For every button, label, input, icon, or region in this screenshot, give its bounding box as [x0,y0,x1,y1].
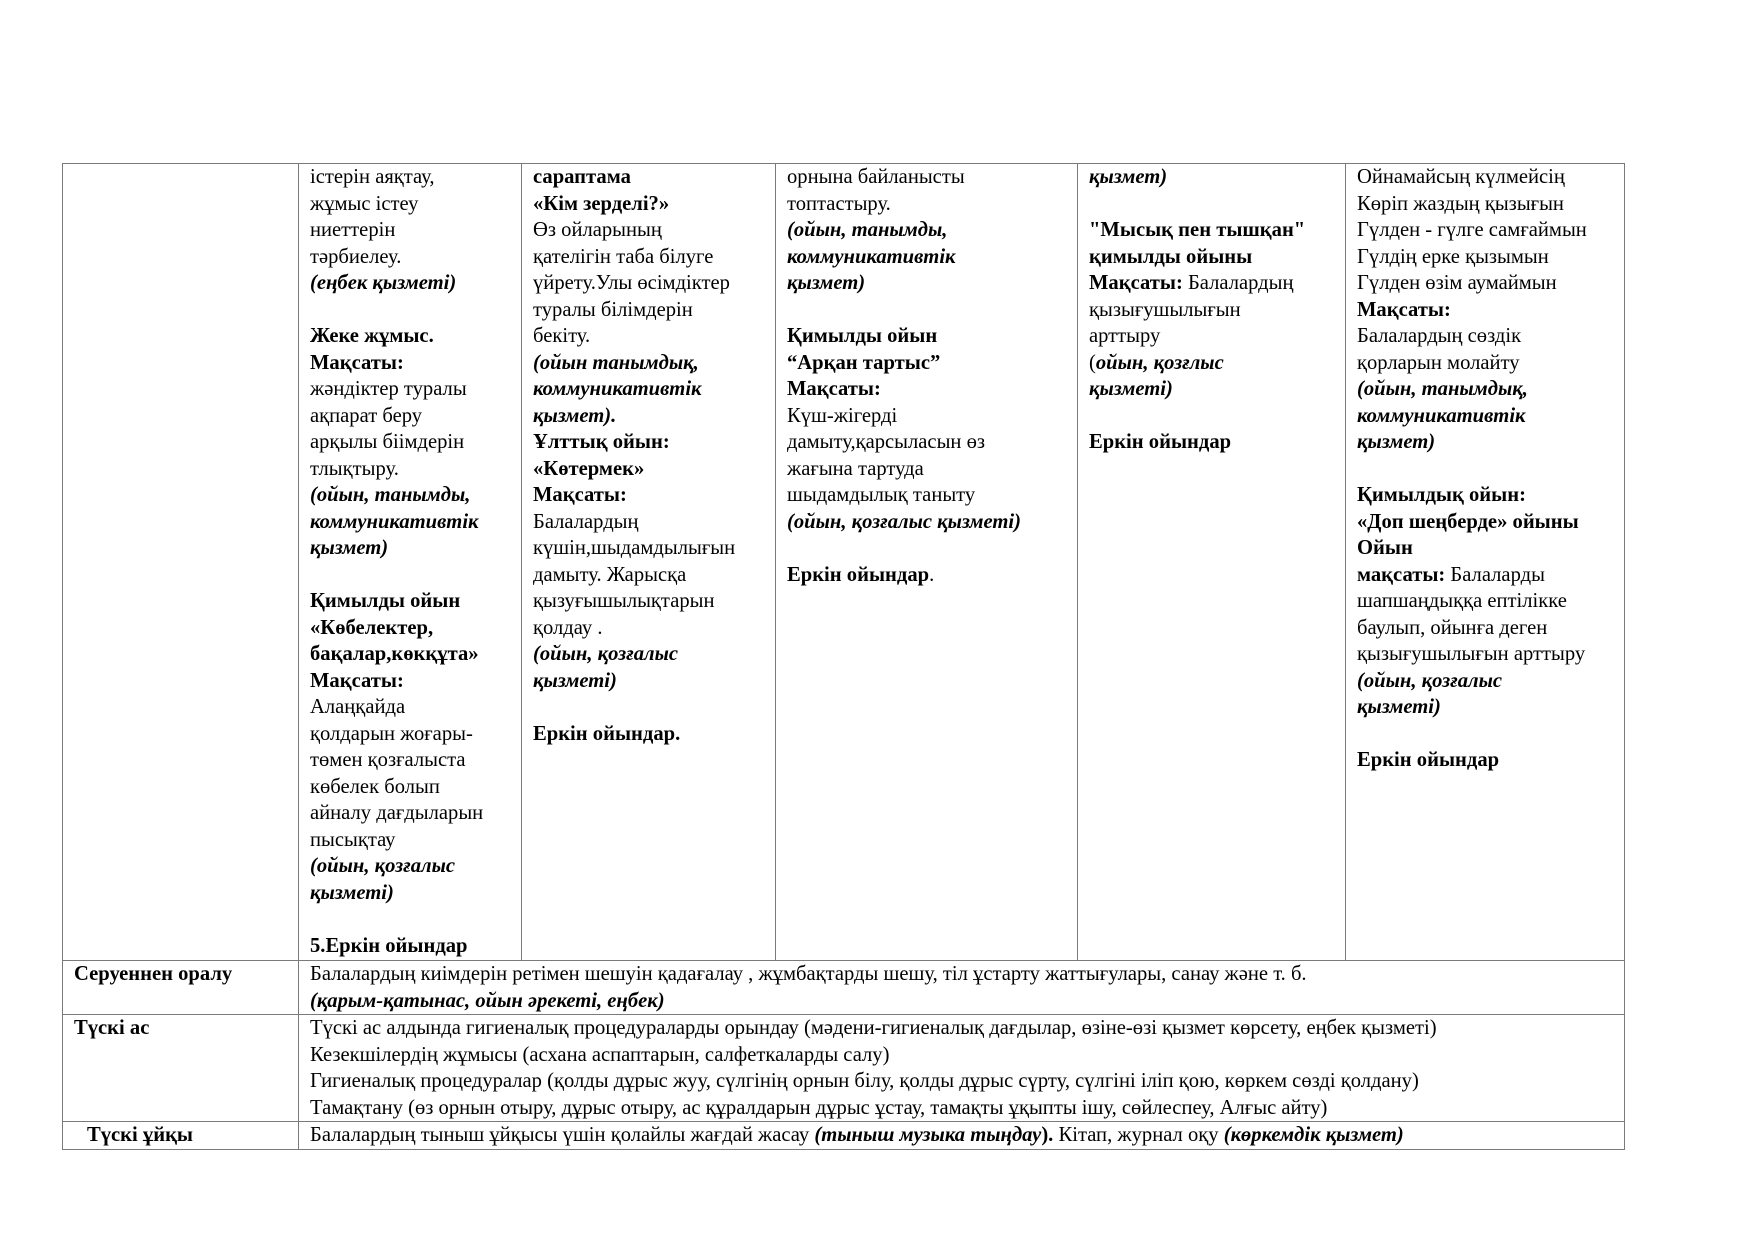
text-run: (ойын, танымды, коммуникативтік қызмет) [787,219,956,294]
text-run: (еңбек қызметі) [310,272,457,294]
row-content-lunch [299,1015,1625,1122]
blank-line [310,906,515,933]
empty-label-cell [63,164,299,961]
text-run: Еркін ойындар [787,563,930,586]
col4-text-block [787,323,1071,403]
text-run: ( [1089,351,1096,374]
day-cell-3 [776,164,1078,961]
activities-row [63,164,1625,961]
day-cell-2 [522,164,776,961]
col2-text-block [310,482,515,562]
text-run: Мақсаты: [1089,272,1183,294]
text-run: (ойын, қозғалыс қызметі) [1357,669,1503,718]
return-text: Балалардың киімдерін ретімен шешуін қадағалау , жұмбақтарды шешу, тіл ұстарту жаттығулары, санау және т. б. [310,963,1307,985]
text-run: Ойнамайсың күлмейсің Көріп жаздың қызығын Гүлден - гүлге самғаймын Гүлдің ерке қызымын Гүлден өзім аумаймын [1357,166,1587,294]
col6-text-block [1357,747,1618,774]
nap-text-1: Балалардың тыныш ұйқысы үшін қолайлы жағдай жасау [310,1124,815,1146]
text-run: Қимылды ойын “Арқан тартыс” Мақсаты: [787,325,941,400]
text-run: "Мысық пен тышқан" қимылды ойыны [1089,219,1306,268]
text-run: (ойын, қозғалыс қызметі) [310,855,456,904]
text-run: орнына байланысты топтастыру. [787,166,965,215]
col2-text-block [310,164,515,270]
text-run: Ұлттық ойын: «Көтермек» Мақсаты: [533,431,670,506]
text-run: істерін аяқтау, жұмыс істеу ниеттерін тәрбиелеу. [310,166,435,268]
day-cell-4 [1078,164,1346,961]
text-run: (ойын танымдық, коммуникативтік қызмет). [533,351,702,427]
col6-text-block [1357,588,1618,668]
text-run: қызмет) [1089,166,1168,188]
col5-text-block [1089,350,1339,403]
lunch-line-3: Гигиеналық процедуралар (қолды дұрыс жуу, сүлгінің орнын білу, қолды дұрыс сүрту, сүлгіні іліп қою, көркем сөзді қолдану) [310,1070,1419,1092]
text-run: (ойын, танымдық, коммуникативтік қызмет) [1357,378,1528,453]
text-run: Өз ойларының қателігін таба білуге үйрету.Улы өсімдіктер туралы білімдерін бекіту. [533,219,730,347]
col2-text-block [310,588,515,694]
col4-text-block [787,217,1071,297]
blank-line [787,297,1071,324]
col5-text-block [1089,297,1339,350]
col3-text-block [533,217,769,350]
row-label-return: Серуеннен оралу [63,961,299,1015]
text-run-tail: Балаларды [1445,563,1545,586]
blank-line [310,297,515,324]
col2-text-block [310,853,515,906]
col4-text-block [787,403,1071,509]
text-run: (ойын, танымды, коммуникативтік қызмет) [310,484,479,559]
text-run: 5.Еркін ойындар [310,934,468,957]
blank-line [310,562,515,589]
text-run-tail: ойын, қозғлыс қызметі) [1089,351,1224,400]
blank-line [1357,721,1618,748]
text-run: Күш-жігерді дамыту,қарсыласын өз жағына тартуда шыдамдылық таныту [787,404,986,506]
row-nap [63,1122,1625,1150]
text-run: Балалардың сөздік қорларын молайту [1357,325,1522,374]
text-run-tail: . [929,563,935,586]
text-run: Еркін ойындар. [533,722,681,745]
col6-text-block [1357,164,1618,297]
col5-text-block [1089,217,1339,270]
text-run: жәндіктер туралы ақпарат беру арқылы біімдерін тлықтыру. [310,378,467,480]
blank-line [1357,456,1618,483]
blank-line [787,535,1071,562]
col6-text-block [1357,668,1618,721]
nap-music: (тыныш музыка тыңдау [814,1124,1042,1146]
row-content-nap [299,1122,1625,1150]
row-content-return [299,961,1625,1015]
text-run: Еркін ойындар [1089,431,1232,453]
text-run: Мақсаты: [1357,298,1451,321]
row-label-lunch: Түскі ас [63,1015,299,1122]
col5-text-block [1089,429,1339,456]
col4-text-block [787,562,1071,589]
col2-text-block [310,270,515,297]
blank-line [533,694,769,721]
col4-text-block [787,164,1071,217]
nap-activity-type: (көркемдік қызмет) [1223,1124,1404,1146]
lunch-line-1: Түскі ас алдында гигиеналық процедураларды орындау (мәдени-гигиеналық дағдылар, өзіне-өзі қызмет көрсету, еңбек қызметі) [310,1017,1437,1039]
col3-text-block [533,350,769,430]
text-run: шапшаңдыққа ептілікке баулып, ойынға деген қызығушылығын арттыру [1357,590,1586,665]
text-run: Қимылды ойын «Көбелектер, бақалар,көкқұта» Мақсаты: [310,590,479,692]
day-cell-5 [1346,164,1625,961]
day-cell-1 [299,164,522,961]
col3-text-block [533,164,769,217]
blank-line [1089,403,1339,430]
text-run: (ойын, қозғалыс қызметі) [533,643,679,692]
text-run: (ойын, қозғалыс қызметі) [787,510,1021,533]
col2-text-block [310,933,515,960]
row-return-from-walk [63,961,1625,1015]
blank-line [1089,191,1339,218]
text-run: Қимылдық ойын: «Доп шеңберде» ойыны Ойын [1357,484,1579,559]
col6-text-block [1357,376,1618,456]
col6-text-block [1357,562,1618,589]
text-run-tail: Балалардың [1182,272,1294,294]
text-run: мақсаты: [1357,563,1446,586]
col6-text-block [1357,482,1618,562]
col5-text-block [1089,164,1339,191]
text-run: Еркін ойындар [1357,749,1500,771]
text-run: сараптама «Кім зерделі?» [533,166,670,215]
col4-text-block [787,509,1071,536]
return-activity-type: (қарым-қатынас, ойын әрекеті, еңбек) [310,989,665,1012]
col5-text-block [1089,270,1339,297]
row-lunch [63,1015,1625,1122]
lunch-line-2: Кезекшілердің жұмысы (асхана аспаптарын, салфеткаларды салу) [310,1043,890,1066]
col6-text-block [1357,297,1618,324]
row-label-nap: Түскі ұйқы [63,1122,299,1150]
col6-text-block [1357,323,1618,376]
col2-text-block [310,376,515,482]
col3-text-block [533,429,769,509]
col2-text-block [310,323,515,376]
plan-table [62,163,1625,1150]
col3-text-block [533,509,769,642]
col3-text-block [533,721,769,748]
text-run: Жеке жұмыс. Мақсаты: [310,325,434,374]
col2-text-block [310,694,515,853]
lunch-line-4: Тамақтану (өз орнын отыру, дұрыс отыру, ас құралдарын дұрыс ұстау, тамақты ұқыпты ішу, сөйлеспеу, Алғыс айту) [310,1096,1328,1119]
text-run: Балалардың күшін,шыдамдылығын дамыту. Жарысқа қызуғышылықтарын қолдау . [533,510,736,639]
col3-text-block [533,641,769,694]
nap-paren: ). [1041,1124,1059,1146]
text-run: қызығушылығын арттыру [1089,298,1241,347]
nap-text-2: Кітап, журнал оқу [1058,1124,1224,1146]
text-run: Алаңқайда қолдарын жоғары- төмен қозғалыста көбелек болып айналу дағдыларын пысықтау [310,696,484,851]
